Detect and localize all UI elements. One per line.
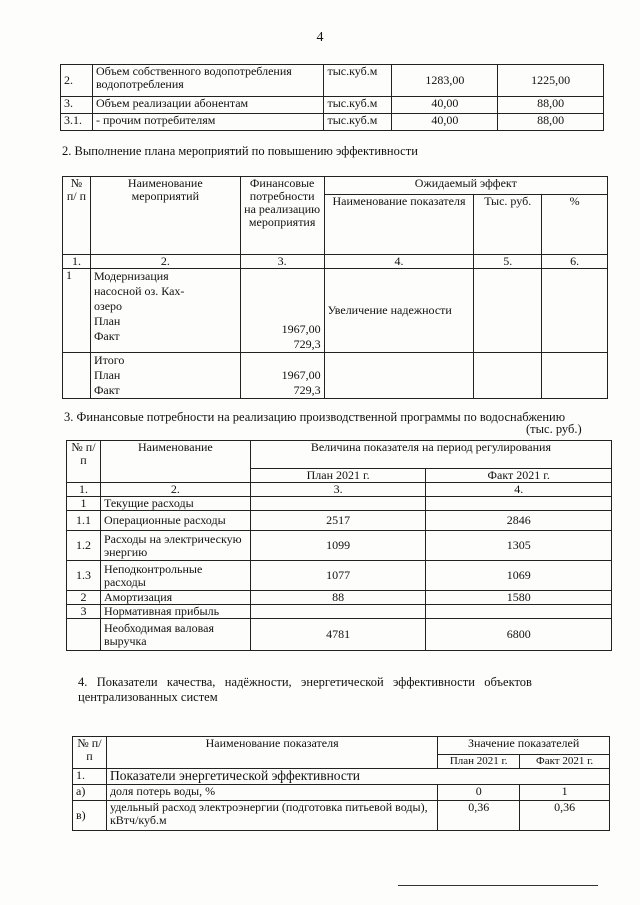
plan-value: 1967,00 — [281, 322, 321, 336]
fact-value: 1 — [520, 785, 610, 801]
header-value: Значение показателей — [438, 737, 610, 755]
row-number: 2 — [67, 591, 101, 605]
measure-name-line: насосной оз. Ках- — [93, 284, 185, 298]
table-row — [67, 511, 612, 531]
header-num: № п/ п — [63, 177, 91, 255]
row-number: 1.2 — [67, 531, 101, 561]
pct-cell — [542, 353, 608, 399]
row-number: 3. — [61, 97, 93, 114]
row-unit: тыс.куб.м — [324, 114, 392, 131]
fact-value: 0,36 — [520, 801, 610, 831]
plan-value: 4781 — [250, 619, 426, 651]
table-row — [61, 65, 604, 97]
fact-value: 2846 — [426, 511, 612, 531]
fact-value: 88,00 — [498, 114, 604, 131]
fact-value: 1580 — [426, 591, 612, 605]
index-cell: 2. — [90, 255, 240, 269]
header-need: Финансовые потребности на реализацию мероприятия — [240, 177, 324, 255]
plan-value — [250, 605, 426, 619]
fact-value: 1225,00 — [498, 65, 604, 97]
financial-needs-table — [66, 440, 612, 651]
need-cell — [240, 353, 324, 399]
row-number: в) — [73, 801, 107, 831]
header-effect: Ожидаемый эффект — [324, 177, 607, 195]
measure-name — [90, 269, 240, 353]
section-2-title: 2. Выполнение плана мероприятий по повышению эффективности — [62, 144, 418, 158]
index-row — [67, 483, 612, 497]
footer-rule — [398, 885, 598, 886]
row-name: доля потерь воды, % — [106, 785, 437, 801]
row-unit: тыс.куб.м — [324, 65, 392, 97]
row-number: 1 — [67, 497, 101, 511]
row-name: - прочим потребителям — [92, 114, 324, 131]
row-number: 2. — [61, 65, 93, 97]
row-name: Амортизация — [100, 591, 250, 605]
row-number: а) — [73, 785, 107, 801]
row-number — [63, 353, 91, 399]
table-row — [67, 591, 612, 605]
quality-indicators-table — [72, 736, 610, 831]
row-number: 3.1. — [61, 114, 93, 131]
pct-cell — [542, 269, 608, 353]
group-row — [73, 769, 610, 785]
fact-value: 729,3 — [293, 383, 321, 397]
fact-value — [426, 497, 612, 511]
table-row — [67, 561, 612, 591]
volume-table — [60, 64, 604, 131]
table-row — [61, 97, 604, 114]
table-row — [67, 605, 612, 619]
header-num: № п/п — [67, 441, 101, 483]
row-name: удельный расход электроэнергии (подготовка питьевой воды), кВтч/куб.м — [106, 801, 437, 831]
plan-value: 40,00 — [392, 114, 498, 131]
fact-value: 1069 — [426, 561, 612, 591]
header-value: Величина показателя на период регулирования — [250, 441, 611, 469]
fact-value: 88,00 — [498, 97, 604, 114]
total-label: Итого — [93, 353, 125, 367]
header-fact: Факт 2021 г. — [520, 755, 610, 769]
indicator-name — [324, 353, 474, 399]
table-row — [63, 269, 608, 353]
row-number — [67, 619, 101, 651]
need-cell — [240, 269, 324, 353]
plan-value: 0,36 — [438, 801, 520, 831]
plan-value: 1099 — [250, 531, 426, 561]
indicator-name: Увеличение надежности — [324, 269, 474, 353]
plan-value: 88 — [250, 591, 426, 605]
table-row — [73, 785, 610, 801]
table-row — [67, 531, 612, 561]
section-4-title: 4. Показатели качества, надёжности, энергетической эффективности объектов — [78, 675, 532, 689]
measure-name-line: озеро — [93, 299, 123, 313]
table-row — [61, 114, 604, 131]
row-number: 1.3 — [67, 561, 101, 591]
group-number: 1. — [73, 769, 107, 785]
row-name: Необходимая валовая выручка — [100, 619, 250, 651]
fact-label: Факт — [93, 329, 120, 343]
index-cell: 4. — [324, 255, 474, 269]
plan-label: План — [93, 368, 121, 382]
fact-value: 1305 — [426, 531, 612, 561]
row-name: Неподконтрольные расходы — [100, 561, 250, 591]
fact-value: 729,3 — [293, 337, 321, 351]
table-row — [67, 497, 612, 511]
rub-cell — [474, 353, 542, 399]
plan-value: 1077 — [250, 561, 426, 591]
fact-value: 6800 — [426, 619, 612, 651]
header-name: Наименование — [100, 441, 250, 483]
index-cell: 1. — [67, 483, 101, 497]
index-cell: 4. — [426, 483, 612, 497]
plan-label: План — [93, 314, 121, 328]
header-plan: План 2021 г. — [250, 469, 426, 483]
rub-cell — [474, 269, 542, 353]
header-plan: План 2021 г. — [438, 755, 520, 769]
row-number: 1.1 — [67, 511, 101, 531]
total-label-cell — [90, 353, 240, 399]
fact-label: Факт — [93, 383, 120, 397]
header-name: Наименование мероприятий — [90, 177, 240, 255]
row-name: Нормативная прибыль — [100, 605, 250, 619]
index-cell: 3. — [250, 483, 426, 497]
index-cell: 3. — [240, 255, 324, 269]
index-row — [63, 255, 608, 269]
plan-value: 2517 — [250, 511, 426, 531]
header-fact: Факт 2021 г. — [426, 469, 612, 483]
header-indicator: Наименование показателя — [324, 195, 474, 255]
group-name: Показатели энергетической эффективности — [106, 769, 609, 785]
plan-value: 1283,00 — [392, 65, 498, 97]
unit-note: (тыс. руб.) — [526, 422, 582, 436]
total-row — [63, 353, 608, 399]
header-num: № п/п — [73, 737, 107, 769]
row-unit: тыс.куб.м — [324, 97, 392, 114]
row-number: 3 — [67, 605, 101, 619]
row-name: Объем реализации абонентам — [92, 97, 324, 114]
index-cell: 6. — [542, 255, 608, 269]
section-4-title-cont: централизованных систем — [78, 690, 218, 704]
fact-value — [426, 605, 612, 619]
header-name: Наименование показателя — [106, 737, 437, 769]
row-name: Операционные расходы — [100, 511, 250, 531]
index-cell: 1. — [63, 255, 91, 269]
row-name: Текущие расходы — [100, 497, 250, 511]
row-name: Расходы на электрическую энергию — [100, 531, 250, 561]
index-cell: 5. — [474, 255, 542, 269]
plan-value: 40,00 — [392, 97, 498, 114]
table-row — [67, 619, 612, 651]
section-3-title: 3. Финансовые потребности на реализацию производственной программы по водоснабжению — [64, 410, 566, 424]
header-pct: % — [542, 195, 608, 255]
plan-value — [250, 497, 426, 511]
measures-table — [62, 176, 608, 399]
table-row — [73, 801, 610, 831]
page-number: 4 — [316, 30, 324, 45]
plan-value: 0 — [438, 785, 520, 801]
plan-value: 1967,00 — [281, 368, 321, 382]
index-cell: 2. — [100, 483, 250, 497]
row-number: 1 — [63, 269, 91, 353]
header-rub: Тыс. руб. — [474, 195, 542, 255]
row-name: Объем собственного водопотребления водопотребления — [92, 65, 324, 97]
measure-name-line: Модернизация — [93, 269, 169, 283]
